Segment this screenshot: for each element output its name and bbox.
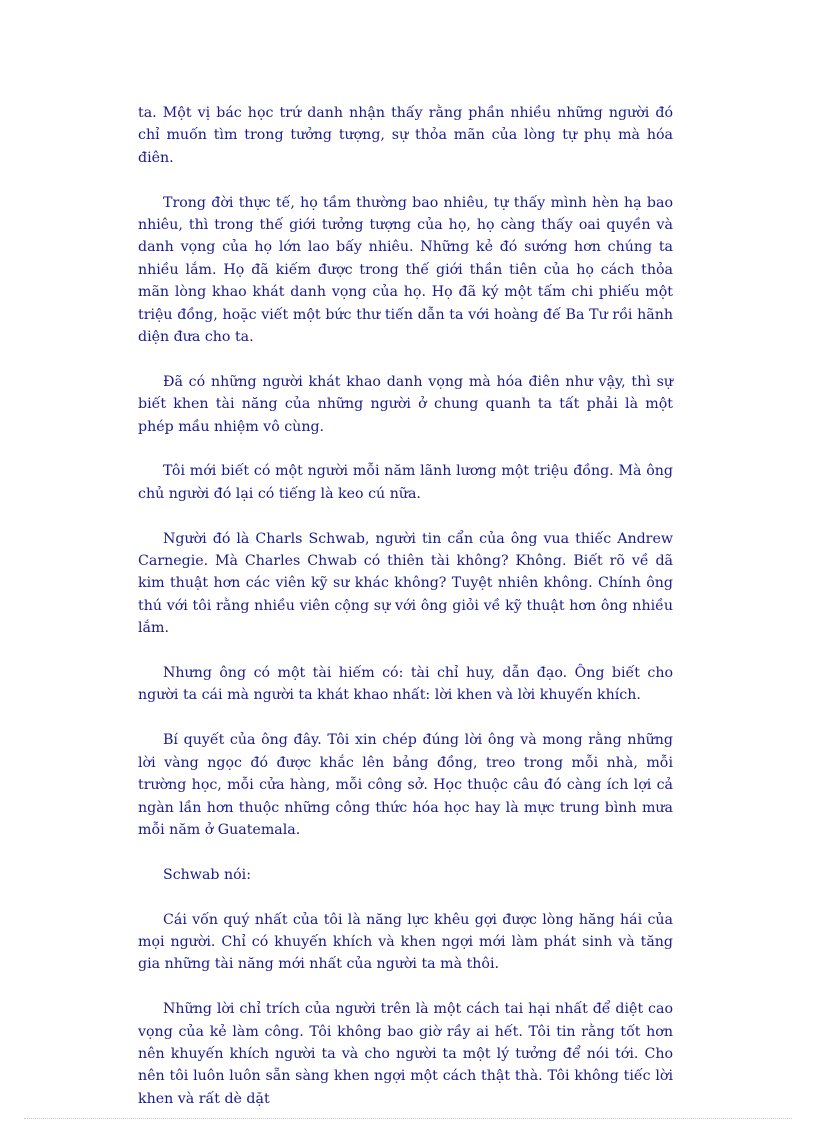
paragraph: Cái vốn quý nhất của tôi là năng lực khêu gợi được lòng hăng hái của mọi người. Chỉ có khuyến khích và khen ngợi mới làm phát sinh và tăng gia những tài năng mới nhất của người ta mà thôi. <box>138 911 673 973</box>
paragraph: Bí quyết của ông đây. Tôi xin chép đúng lời ông và mong rằng những lời vàng ngọc đó được khắc lên bảng đồng, treo trong mỗi nhà, mỗi trường học, mỗi cửa hàng, mỗi công sở. Học thuộc câu đó càng ích lợi cả ngàn lần hơn thuộc những công thức hóa học hay là mực trung bình mưa mỗi năm ở Guatemala. <box>138 732 673 838</box>
paragraph: Tôi mới biết có một người mỗi năm lãnh lương một triệu đồng. Mà ông chủ người đó lại có tiếng là keo cú nữa. <box>138 463 673 502</box>
paragraph: Nhưng ông có một tài hiếm có: tài chỉ huy, dẫn đạo. Ông biết cho người ta cái mà người ta khát khao nhất: lời khen và lời khuyến khích. <box>138 665 673 704</box>
paragraph: Trong đời thực tế, họ tầm thường bao nhiêu, tự thấy mình hèn hạ bao nhiêu, thì trong thế giới tưởng tượng của họ, họ càng thấy oai quyền và danh vọng của họ lớn lao bấy nhiêu. Những kẻ đó sướng hơn chúng ta nhiều lắm. Họ đã kiếm được trong thế giới thần tiên của họ cách thỏa mãn lòng khao khát danh vọng của họ. Họ đã ký một tấm chi phiếu một triệu đồng, hoặc viết một bức thư tiến dẫn ta với hoàng đế Ba Tư rồi hãnh diện đưa cho ta. <box>138 194 673 346</box>
page-bottom-divider <box>24 1118 792 1119</box>
paragraph: Schwab nói: <box>163 866 251 883</box>
paragraph: Những lời chỉ trích của người trên là một cách tai hại nhất để diệt cao vọng của kẻ làm công. Tôi không bao giờ rầy ai hết. Tôi tin rằng tốt hơn nên khuyến khích người ta và cho người ta một lý tưởng để nói tới. Cho nên tôi luôn luôn sẵn sàng khen ngợi một cách thật thà. Tôi không tiếc lời khen và rất dè dặt <box>138 1001 673 1107</box>
document-body <box>138 102 673 1133</box>
paragraph: Đã có những người khát khao danh vọng mà hóa điên như vậy, thì sự biết khen tài năng của những người ở chung quanh ta tất phải là một phép mầu nhiệm vô cùng. <box>138 373 673 435</box>
paragraph: Người đó là Charls Schwab, người tin cẩn của ông vua thiếc Andrew Carnegie. Mà Charles Chwab có thiên tài không? Không. Biết rõ về dã kim thuật hơn các viên kỹ sư khác không? Tuyệt nhiên không. Chính ông thú với tôi rằng nhiều viên cộng sự với ông giỏi về kỹ thuật hơn ông nhiều lắm. <box>138 530 673 637</box>
paragraph: ta. Một vị bác học trứ danh nhận thấy rằng phần nhiều những người đó chỉ muốn tìm trong tưởng tượng, sự thỏa mãn của lòng tự phụ mà hóa điên. <box>138 105 673 166</box>
